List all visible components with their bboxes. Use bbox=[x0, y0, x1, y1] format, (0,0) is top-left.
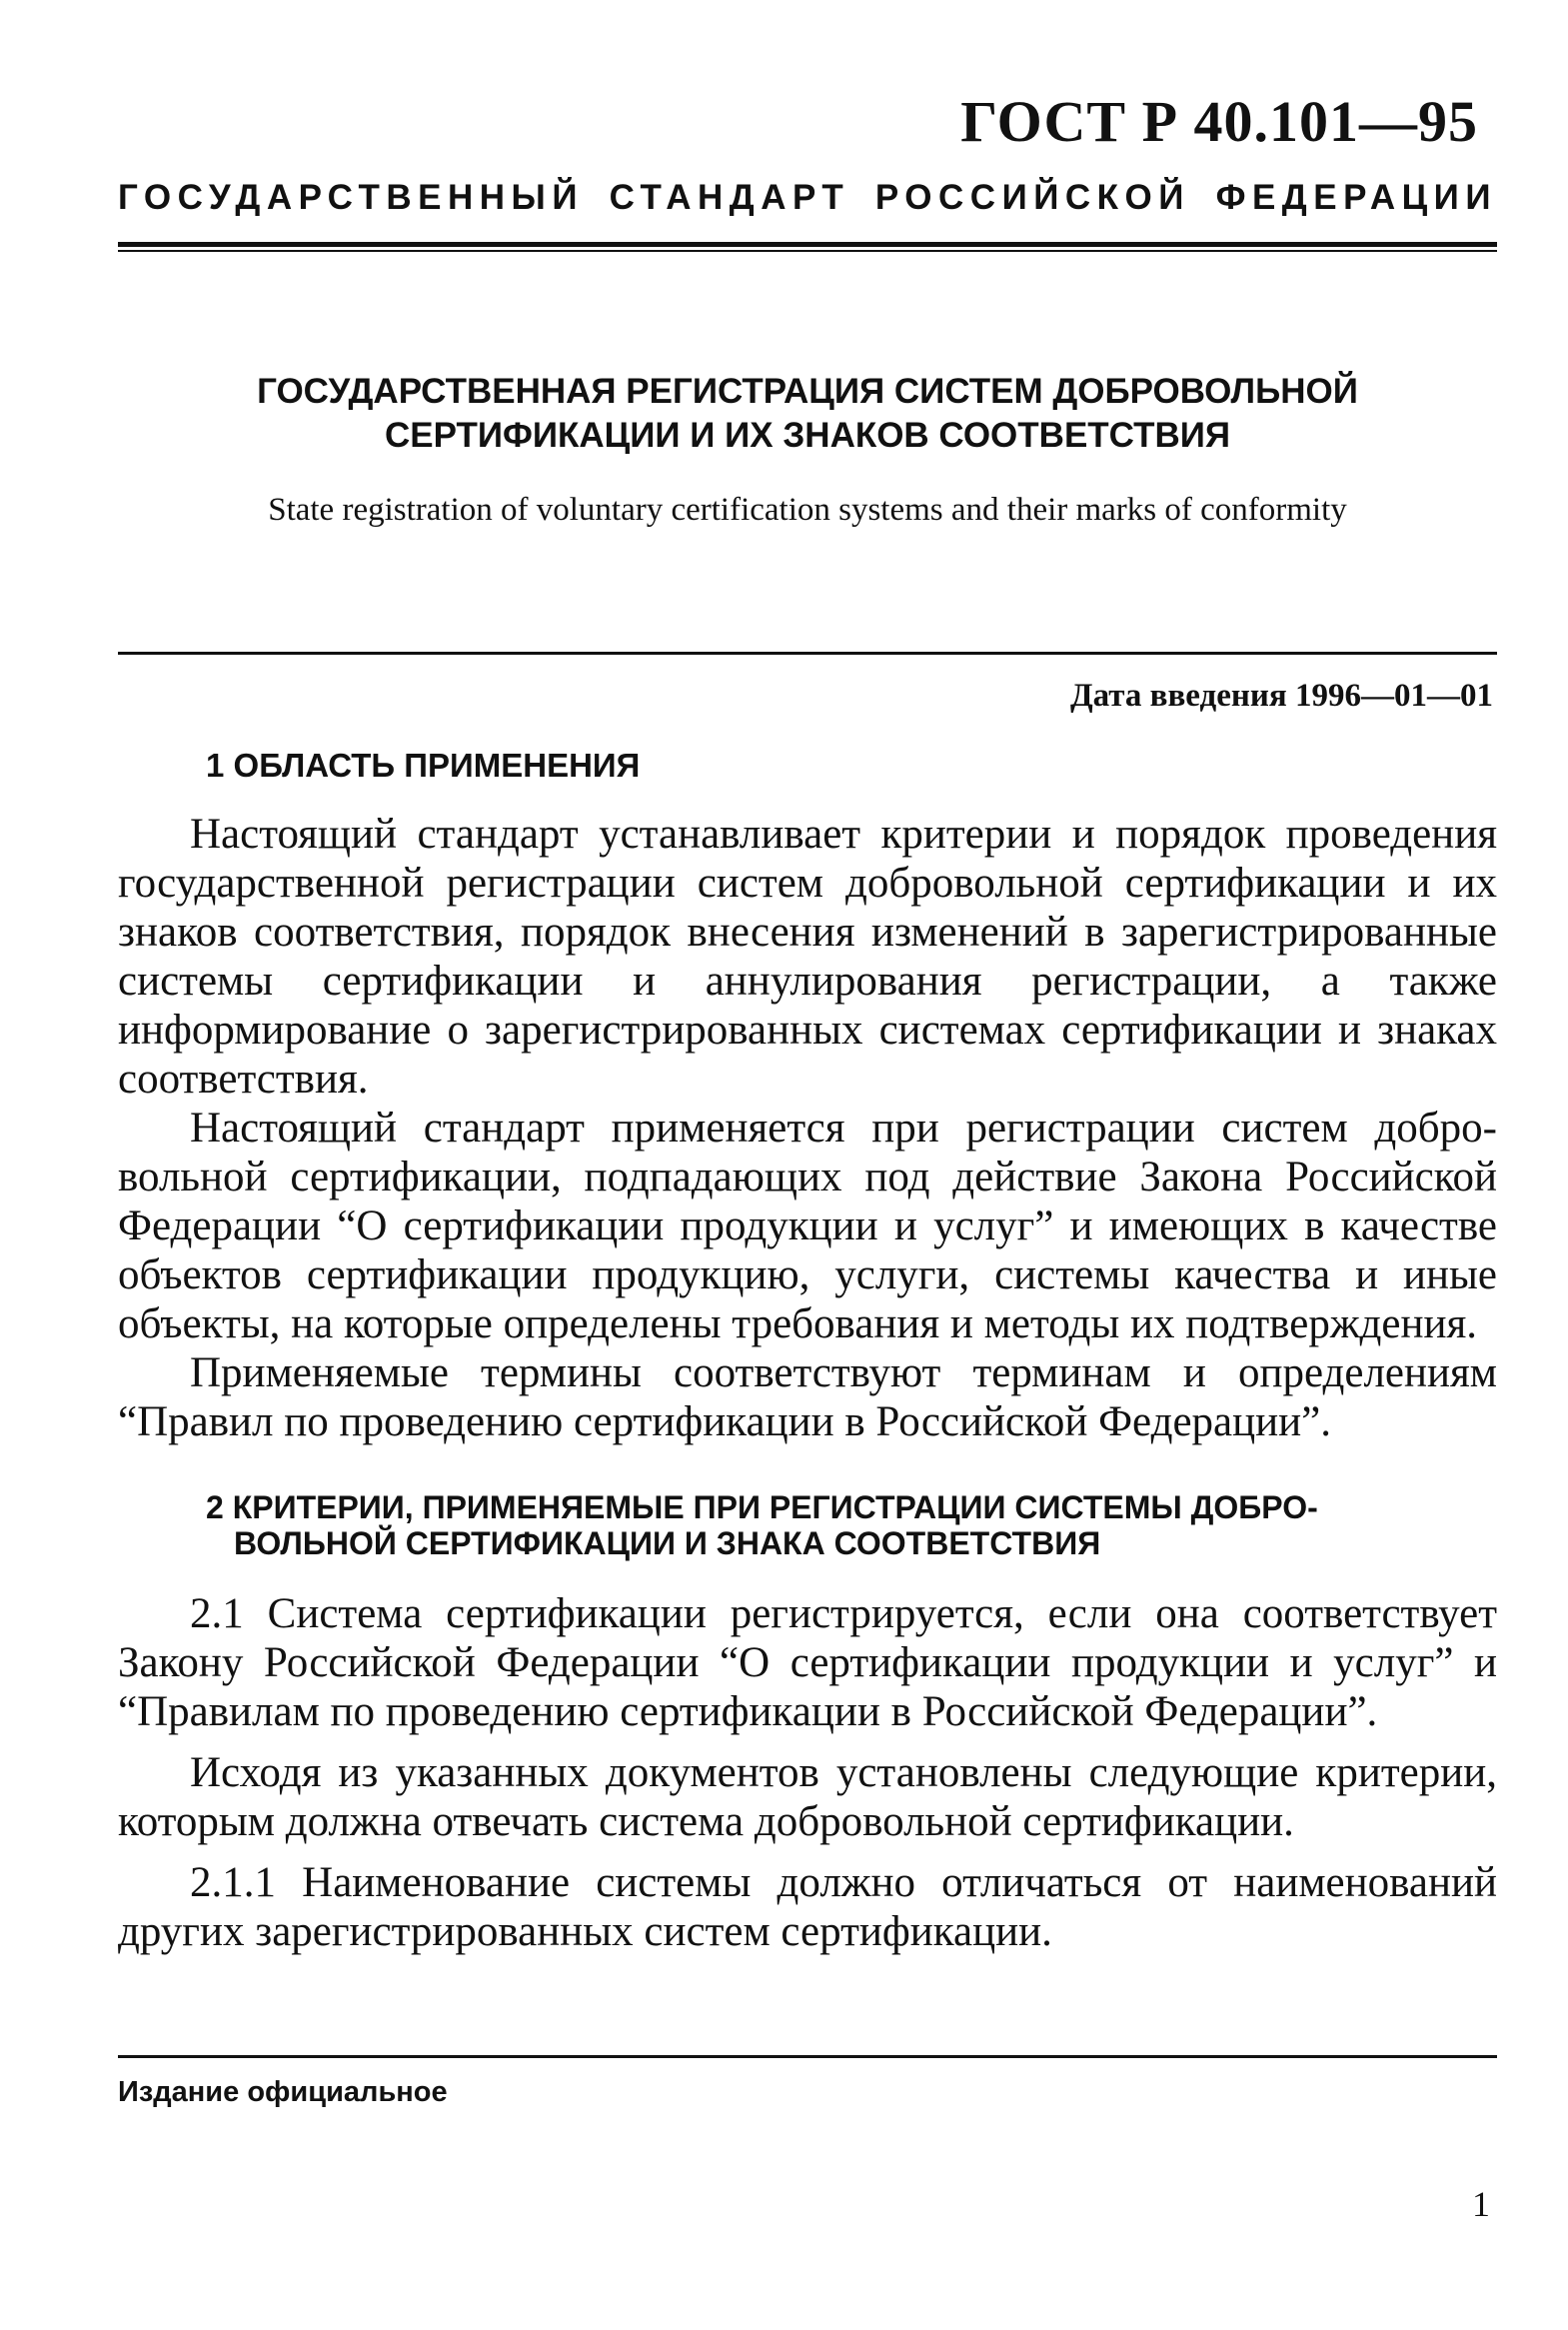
english-title: State registration of voluntary certification systems and their marks of conformity bbox=[268, 492, 1347, 528]
page-number: 1 bbox=[1472, 2184, 1490, 2224]
header-rule-thin bbox=[118, 250, 1497, 252]
standard-header: ГОСУДАРСТВЕННЫЙ СТАНДАРТ РОССИЙСКОЙ ФЕДЕРАЦИИ bbox=[118, 178, 1497, 217]
title-divider bbox=[118, 652, 1497, 655]
header-rule-thick bbox=[118, 242, 1497, 247]
section-1-body bbox=[118, 810, 1497, 1446]
section-2-heading-line-2: ВОЛЬНОЙ СЕРТИФИКАЦИИ И ЗНАКА СООТВЕТСТВИЯ bbox=[234, 1525, 1101, 1561]
section-2-heading-line-1: 2 КРИТЕРИИ, ПРИМЕНЯЕМЫЕ ПРИ РЕГИСТРАЦИИ СИСТЕМЫ ДОБРО- bbox=[206, 1489, 1318, 1525]
section-2-paragraph-1: 2.1 Система сертификации регистрируется, если она соответствует Закону Российской Федерации “О сертификации продукции и услуг” и “Правилам по проведению сертификации в Российской Федерации”. bbox=[118, 1590, 1497, 1735]
document-title-line-1: ГОСУДАРСТВЕННАЯ РЕГИСТРАЦИЯ СИСТЕМ ДОБРОВОЛЬНОЙ bbox=[257, 372, 1358, 411]
section-1-paragraph-1: Настоящий стандарт устанавливает критерии и порядок проведения государственной регистрации систем добровольной сертификации и их знаков соответствия, порядок внесения изменений в зарегистрированные системы сертификации и аннулирования регистрации, а также информирование о зарегистрированных системах сертификации и знаках соответствия. bbox=[118, 811, 1497, 1103]
section-1-paragraph-3: Применяемые термины соответствуют терминам и определениям “Правил по проведению сертификации в Российской Федерации”. bbox=[118, 1349, 1497, 1445]
section-2-body bbox=[118, 1589, 1497, 1956]
section-2-paragraph-3: 2.1.1 Наименование системы должно отличаться от наименований других зарегистрированных систем сертификации. bbox=[118, 1859, 1497, 1955]
document-title bbox=[118, 370, 1497, 458]
section-1-heading: 1 ОБЛАСТЬ ПРИМЕНЕНИЯ bbox=[206, 747, 641, 784]
section-2-paragraph-2: Исходя из указанных документов установлены следующие критерии, которым должна отвечать система добровольной сертификации. bbox=[118, 1749, 1497, 1845]
section-1-paragraph-2: Настоящий стандарт применяется при регистрации систем добровольной сертификации, подпадающих под действие Закона Российской Федерации “О сертификации продукции и услуг” и имеющих в качестве объектов сертификации продукцию, услуги, системы качества и иные объекты, на которые определены требования и методы их подтверждения. bbox=[118, 1105, 1497, 1347]
edition-label: Издание официальное bbox=[118, 2076, 448, 2108]
introduction-date: Дата введения 1996—01—01 bbox=[1069, 678, 1493, 714]
section-2-heading bbox=[206, 1489, 1505, 1561]
document-title-line-2: СЕРТИФИКАЦИИ И ИХ ЗНАКОВ СООТВЕТСТВИЯ bbox=[384, 416, 1231, 455]
document-number: ГОСТ Р 40.101—95 bbox=[960, 89, 1478, 154]
footer-rule bbox=[118, 2055, 1497, 2058]
